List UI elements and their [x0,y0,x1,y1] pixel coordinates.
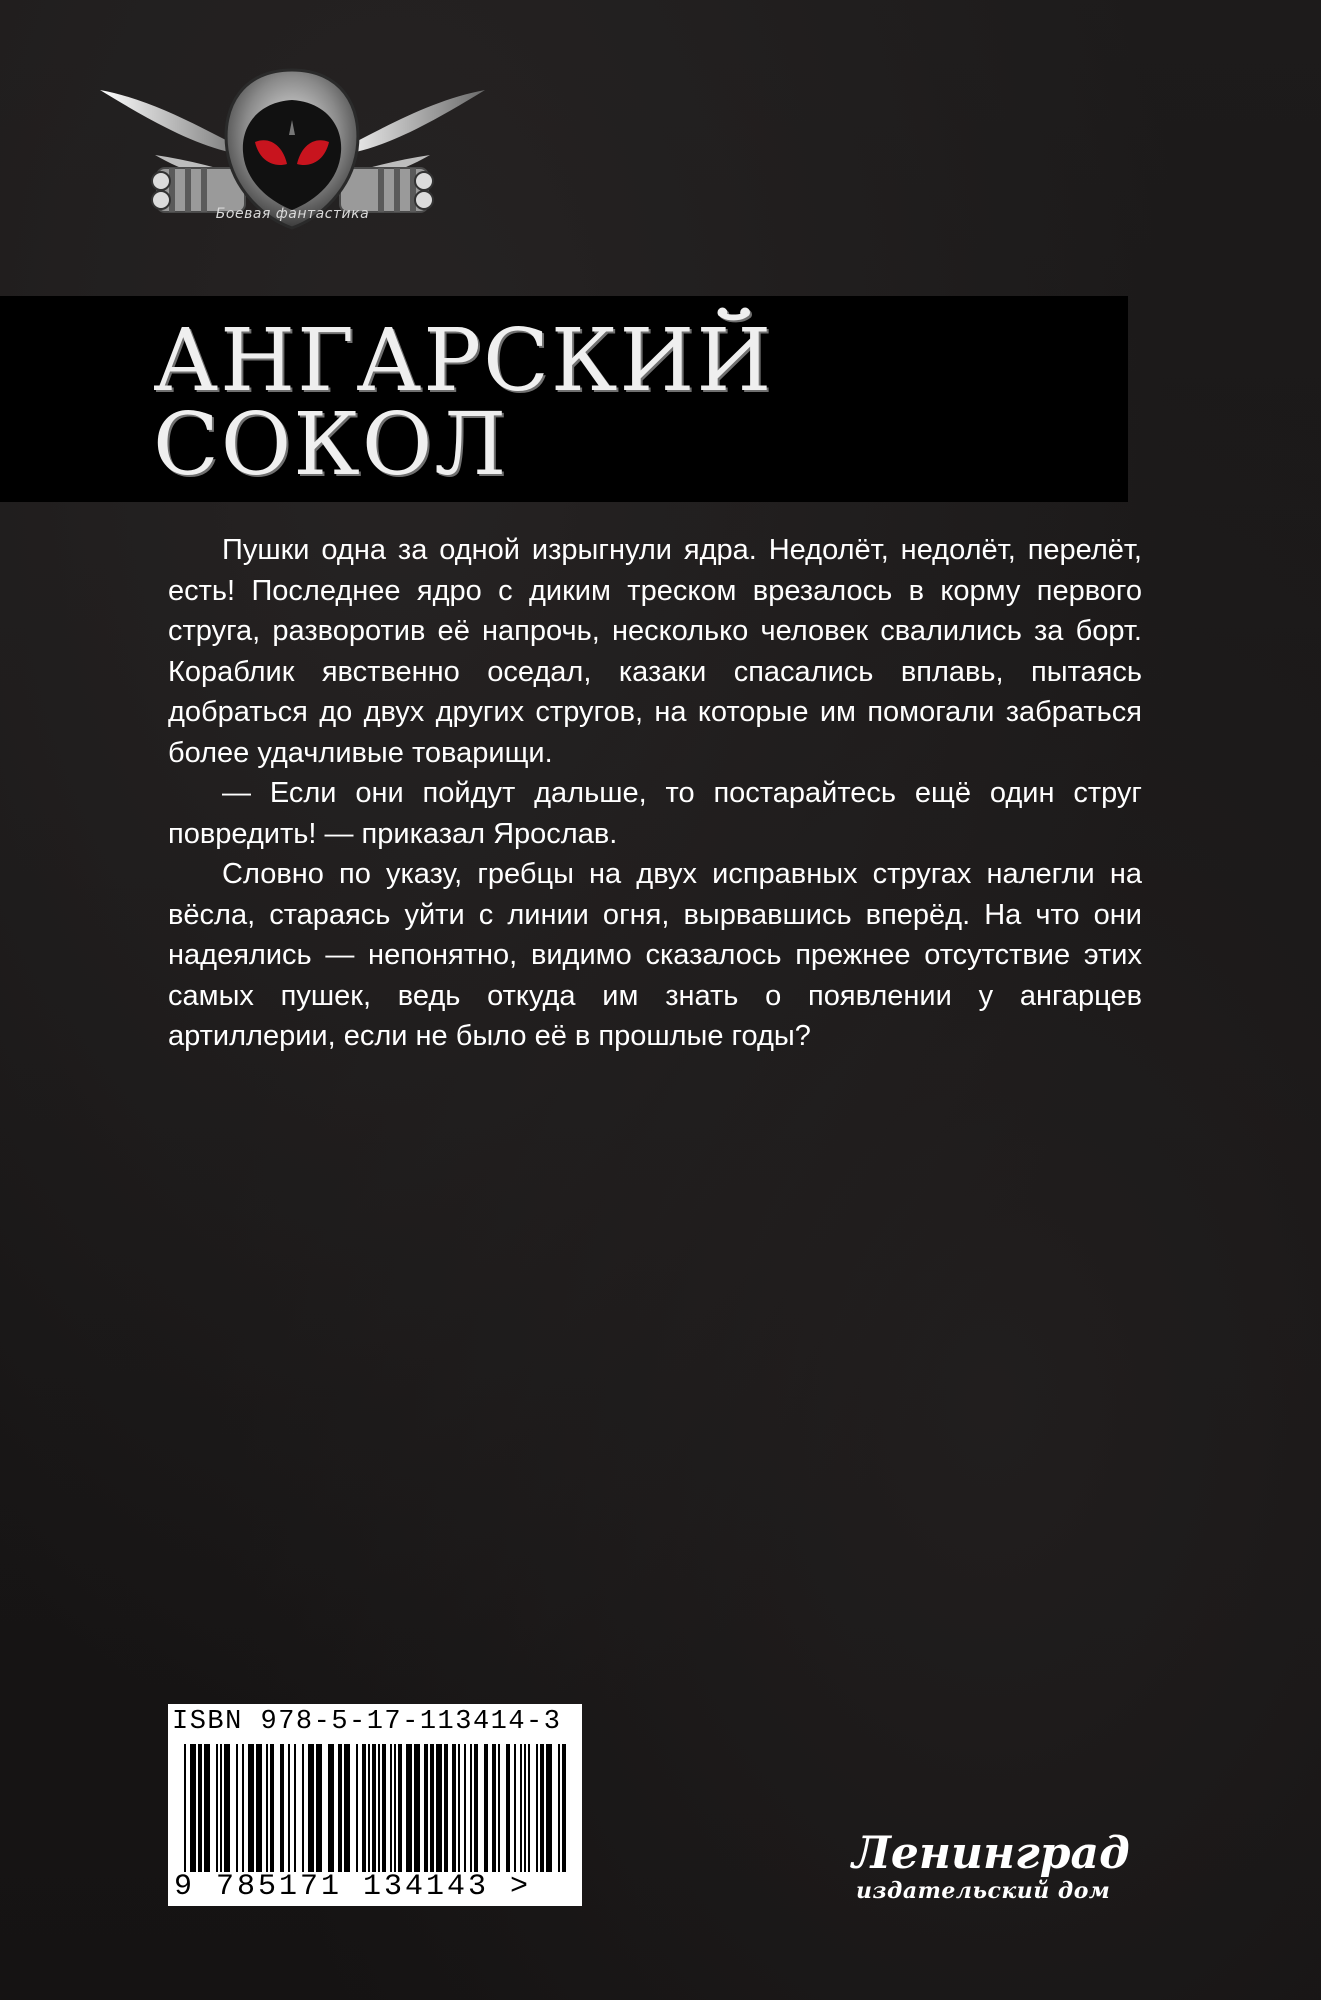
barcode-bar [546,1744,552,1872]
barcode-bar [294,1744,296,1872]
barcode-bar [398,1744,402,1872]
book-title-line-1: АНГАРСКИЙ [153,311,774,411]
barcode-bar [406,1744,412,1872]
barcode-bar [220,1744,222,1872]
excerpt-paragraph-1: Пушки одна за одной изрыгнули ядра. Недолёт, недолёт, перелёт, есть! Последнее ядро с диким треском врезалось в корму первого струга, разворотив её напрочь, несколько человек свалились за борт. Кораблик явственно оседал, казаки спасались вплавь, пытаясь добраться до двух других стругов, на которые им помогали забраться более удачливые товарищи. [168,534,1142,769]
barcode-bar [280,1744,284,1872]
publisher-subtitle: издательский дом [856,1878,1111,1904]
barcode-bar [394,1744,396,1872]
barcode-bar [266,1744,268,1872]
barcode-bar [224,1744,230,1872]
barcode-bar [248,1744,254,1872]
barcode-bar [302,1744,304,1872]
barcode-bar [368,1744,370,1872]
barcode-bar [204,1744,210,1872]
barcode-digits: 9 785171 134143 > [174,1870,532,1904]
barcode-bar [338,1744,342,1872]
series-name: Боевая фантастика [215,206,370,222]
barcode-bar [540,1744,544,1872]
barcode-bar [452,1744,456,1872]
barcode-bar [414,1744,420,1872]
barcode-bar [378,1744,380,1872]
barcode-bar [430,1744,434,1872]
barcode-bars [184,1744,566,1872]
barcode-bar [190,1744,196,1872]
excerpt-paragraph-3: Словно по указу, гребцы на двух исправных стругах налегли на вёсла, стараясь уйти с линии огня, вырвавшись вперёд. На что они надеялись — непонятно, видимо сказалось прежнее отсутствие этих самых пушек, ведь откуда им знать о появлении у ангарцев артиллерии, если не было её в прошлые годы? [168,858,1142,1052]
barcode-bar [328,1744,334,1872]
barcode-bar [216,1744,218,1872]
isbn-barcode [168,1704,582,1906]
barcode-bar [562,1744,566,1872]
barcode-bar [444,1744,448,1872]
barcode-bar [528,1744,530,1872]
barcode-bar [524,1744,526,1872]
barcode-bar [362,1744,366,1872]
barcode-bar [484,1744,488,1872]
barcode-bar [520,1744,522,1872]
barcode-bar [288,1744,290,1872]
barcode-bar [514,1744,516,1872]
book-title-line-2: СОКОЛ [153,395,509,495]
barcode-bar [356,1744,358,1872]
barcode-bar [184,1744,186,1872]
barcode-bar [474,1744,478,1872]
barcode-bar [344,1744,350,1872]
isbn-label: ISBN 978-5-17-113414-3 [172,1707,562,1737]
barcode-bar [470,1744,472,1872]
barcode-bar [424,1744,428,1872]
barcode-bar [372,1744,376,1872]
barcode-bar [198,1744,202,1872]
publisher-name: Ленинград [852,1828,1130,1879]
barcode-bar [536,1744,538,1872]
barcode-bar [458,1744,460,1872]
barcode-bar [506,1744,510,1872]
barcode-bar [382,1744,386,1872]
barcode-bar [236,1744,238,1872]
barcode-bar [464,1744,466,1872]
barcode-bar [242,1744,244,1872]
excerpt-paragraph-2: — Если они пойдут дальше, то постарайтесь ещё один струг повредить! — приказал Ярослав. [168,777,1142,850]
barcode-bar [498,1744,500,1872]
book-excerpt [168,530,1142,1057]
barcode-bar [436,1744,442,1872]
barcode-bar [492,1744,496,1872]
barcode-bar [308,1744,314,1872]
publisher-logo [852,1828,1152,1912]
barcode-bar [270,1744,274,1872]
barcode-bar [316,1744,322,1872]
barcode-bar [256,1744,262,1872]
barcode-bar [558,1744,560,1872]
barcode-bar [390,1744,392,1872]
